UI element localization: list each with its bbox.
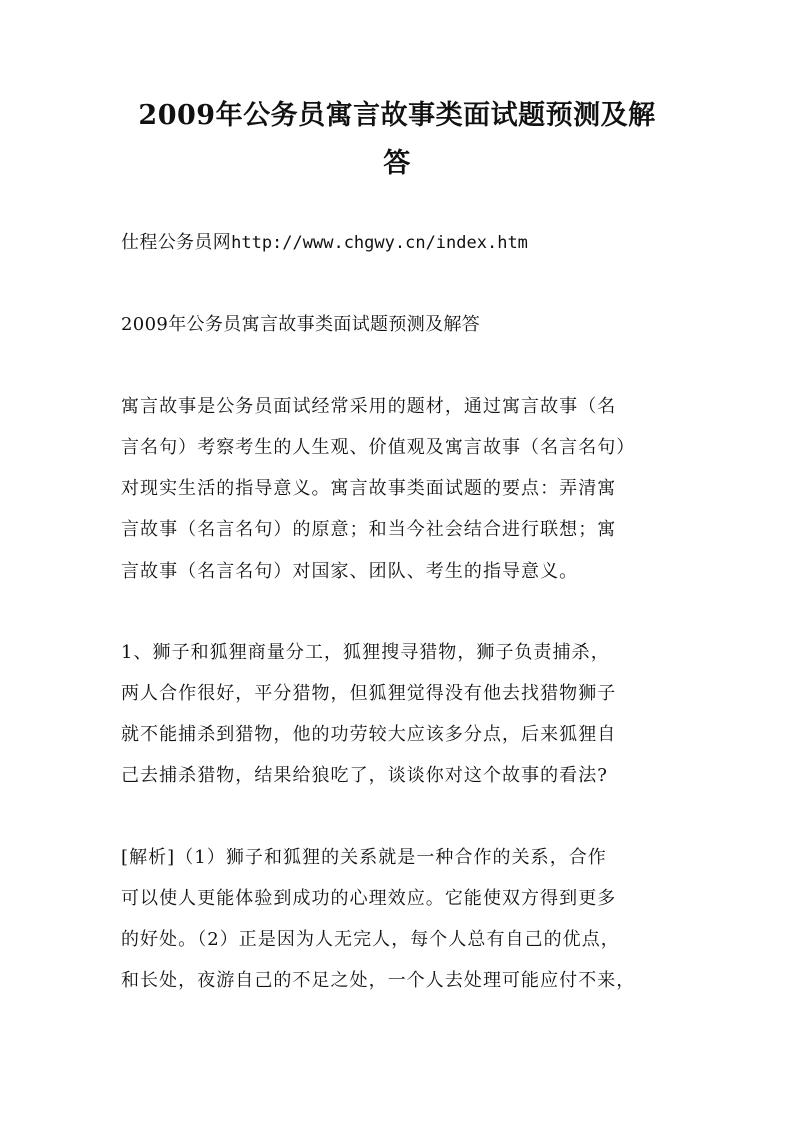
paragraph-line: 言故事（名言名句）的原意；和当今社会结合进行联想；寓: [121, 519, 617, 540]
source-label: 仕程公务员网: [121, 232, 232, 253]
source-url: http://www.chgwy.cn/index.htm: [231, 233, 528, 253]
source-line: [121, 231, 681, 255]
paragraph-line: 对现实生活的指导意义。寓言故事类面试题的要点：弄清寓: [121, 478, 617, 499]
paragraph-line: 言名句）考察考生的人生观、价值观及寓言故事（名言名句）: [121, 437, 636, 458]
title-line-2: 答: [383, 148, 411, 179]
paragraph-line: 寓言故事是公务员面试经常采用的题材，通过寓言故事（名: [121, 396, 617, 417]
paragraph-line: 1、狮子和狐狸商量分工，狐狸搜寻猎物，狮子负责捕杀，: [121, 642, 610, 663]
paragraph-line: 和长处，夜游自己的不足之处，一个人去处理可能应付不来，: [121, 970, 636, 991]
document-subtitle: 2009年公务员寓言故事类面试题预测及解答: [121, 314, 481, 335]
title-line-1: 2009年公务员寓言故事类面试题预测及解: [138, 100, 656, 131]
paragraph-line: [解析]（1）狮子和狐狸的关系就是一种合作的关系，合作: [121, 847, 607, 868]
document-title: [120, 92, 674, 188]
paragraph-line: 的好处。（2）正是因为人无完人，每个人总有自己的优点，: [121, 929, 620, 950]
paragraph-line: 两人合作很好，平分猎物，但狐狸觉得没有他去找猎物狮子: [121, 683, 617, 704]
paragraph-line: 就不能捕杀到猎物，他的功劳较大应该多分点，后来狐狸自: [121, 724, 617, 745]
paragraph-line: 言故事（名言名句）对国家、团队、考生的指导意义。: [121, 561, 579, 582]
paragraph-line: 己去捕杀猎物，结果给狼吃了，谈谈你对这个故事的看法?: [121, 765, 608, 786]
paragraph-line: 可以使人更能体验到成功的心理效应。它能使双方得到更多: [121, 888, 617, 909]
